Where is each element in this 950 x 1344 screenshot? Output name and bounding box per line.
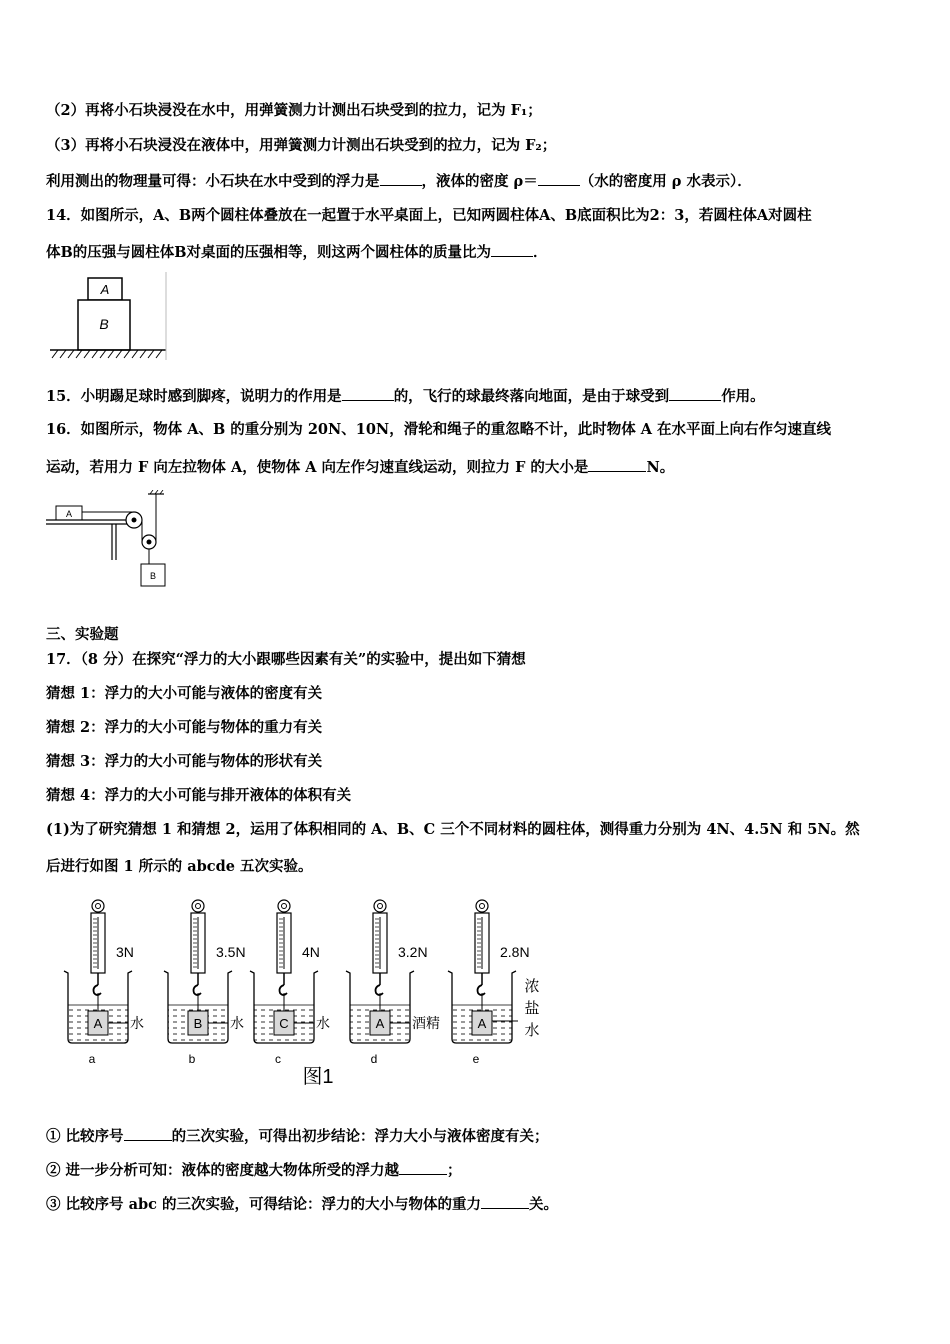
scale-ring <box>192 900 204 912</box>
q16-text: 运动，若用力 F 向左拉物体 A，使物体 A 向左作匀速直线运动，则拉力 F 的大小是 <box>46 459 589 476</box>
block-label: A <box>93 1016 103 1031</box>
scale-reading: 3N <box>116 944 134 960</box>
q15-line <box>46 386 910 407</box>
part1-line1: (1)为了研究猜想 1 和猜想 2，运用了体积相同的 A、B、C 三个不同材料的圆柱体，测得重力分别为 4N、4.5N 和 5N。然 <box>46 821 860 838</box>
answer-blank-q14[interactable] <box>491 242 533 257</box>
block-label: A <box>375 1016 385 1031</box>
q16-unit: N。 <box>646 459 675 476</box>
figure-caption: 图1 <box>302 1066 334 1088</box>
block-a-label: A <box>65 509 73 519</box>
conclusion-3-text-2: 关。 <box>529 1196 559 1213</box>
scale-reading: 3.5N <box>216 944 246 960</box>
answer-blank-q15-2[interactable] <box>669 386 721 401</box>
guess-4: 猜想 4：浮力的大小可能与排开液体的体积有关 <box>46 787 352 804</box>
setup-e <box>448 900 540 1066</box>
setup-letter: c <box>275 1052 281 1066</box>
line-step3: （3）再将小石块浸没在液体中，用弹簧测力计测出石块受到的拉力，记为 F₂； <box>46 137 557 154</box>
conclusion-2 <box>46 1160 910 1181</box>
scale-hook <box>194 985 202 995</box>
block-label: C <box>279 1016 289 1031</box>
block-label: A <box>477 1016 487 1031</box>
q16-line2 <box>46 457 910 478</box>
result-text-3: （水的密度用 ρ 水表示）． <box>579 173 752 190</box>
scale-hook <box>94 985 102 995</box>
conclusion-1-text-2: 的三次实验，可得出初步结论：浮力大小与液体密度有关； <box>171 1128 549 1145</box>
scale-hook <box>280 985 288 995</box>
liquid-label: 酒精 <box>412 1015 440 1031</box>
answer-blank-density[interactable] <box>538 171 580 186</box>
answer-blank-c2[interactable] <box>399 1160 447 1175</box>
conclusion-3-text-1: ③ 比较序号 abc 的三次实验，可得结论：浮力的大小与物体的重力 <box>46 1196 482 1213</box>
q15-text-3: 作用。 <box>721 388 765 405</box>
scale-hook <box>376 985 384 995</box>
figure-14 <box>46 268 172 364</box>
scale-reading: 2.8N <box>500 944 530 960</box>
guess-3: 猜想 3：浮力的大小可能与物体的形状有关 <box>46 753 323 770</box>
scale-ring <box>476 900 488 912</box>
scale-ring <box>278 900 290 912</box>
setup-letter: a <box>88 1052 96 1066</box>
figure-1 <box>60 893 560 1093</box>
section-title: 三、实验题 <box>46 626 119 643</box>
q16-line1: 16．如图所示，物体 A、B 的重分别为 20N、10N，滑轮和绳子的重忽略不计，此时物体 A 在水平面上向右作匀速直线 <box>46 421 832 438</box>
q14-text: 体B的压强与圆柱体B对桌面的压强相等，则这两个圆柱体的质量比为 <box>46 244 492 261</box>
scale-hook <box>478 985 486 995</box>
line-result <box>46 171 910 192</box>
liquid-label: 水 <box>316 1015 330 1031</box>
scale-ring <box>374 900 386 912</box>
q14-line1: 14．如图所示，A、B两个圆柱体叠放在一起置于水平桌面上，已知两圆柱体A、B底面积比为2：3，若圆柱体A对圆柱 <box>46 207 812 224</box>
conclusion-2-text-2: ； <box>447 1162 462 1179</box>
table-hatching <box>52 350 162 358</box>
liquid-label-char: 水 <box>524 1022 540 1039</box>
liquid-label-char: 浓 <box>524 978 540 995</box>
liquid-label: 水 <box>130 1015 144 1031</box>
scale-reading: 3.2N <box>398 944 428 960</box>
liquid-label-char: 盐 <box>524 1000 540 1017</box>
liquid-label: 水 <box>230 1015 244 1031</box>
guess-1: 猜想 1：浮力的大小可能与液体的密度有关 <box>46 685 323 702</box>
q15-text-1: 15．小明踢足球时感到脚疼，说明力的作用是 <box>46 388 342 405</box>
result-text-2: ，液体的密度 ρ＝ <box>421 173 538 190</box>
q15-text-2: 的，飞行的球最终落向地面，是由于球受到 <box>393 388 670 405</box>
setup-letter: e <box>472 1052 480 1066</box>
answer-blank-c3[interactable] <box>481 1194 529 1209</box>
setup-b <box>164 900 246 1066</box>
result-text-1: 利用测出的物理量可得：小石块在水中受到的浮力是 <box>46 173 380 190</box>
conclusion-2-text-1: ② 进一步分析可知：液体的密度越大物体所受的浮力越 <box>46 1162 400 1179</box>
conclusion-1-text-1: ① 比较序号 <box>46 1128 124 1145</box>
cylinder-b-label: B <box>99 316 109 332</box>
cylinder-a-label: A <box>100 282 110 297</box>
q14-line2 <box>46 242 910 263</box>
conclusion-3 <box>46 1194 910 1215</box>
scale-ring <box>92 900 104 912</box>
answer-blank-q16[interactable] <box>588 457 646 472</box>
q14-end: ． <box>533 244 548 261</box>
answer-blank-q15-1[interactable] <box>342 386 394 401</box>
setup-letter: d <box>370 1052 378 1066</box>
conclusion-1 <box>46 1126 910 1147</box>
scale-reading: 4N <box>302 944 320 960</box>
setup-d <box>346 900 440 1066</box>
block-label: B <box>193 1016 203 1031</box>
setup-a <box>64 900 144 1066</box>
answer-blank-buoyancy[interactable] <box>380 171 422 186</box>
answer-blank-c1[interactable] <box>124 1126 172 1141</box>
guess-2: 猜想 2：浮力的大小可能与物体的重力有关 <box>46 719 323 736</box>
line-step2: （2）再将小石块浸没在水中，用弹簧测力计测出石块受到的拉力，记为 F₁； <box>46 102 542 119</box>
block-b-label: B <box>149 571 157 581</box>
setup-c <box>250 900 330 1066</box>
setup-letter: b <box>188 1052 196 1066</box>
q17-title: 17．（8 分）在探究“浮力的大小跟哪些因素有关”的实验中，提出如下猜想 <box>46 651 526 668</box>
figure-16 <box>44 490 174 590</box>
part1-line2: 后进行如图 1 所示的 abcde 五次实验。 <box>46 858 313 875</box>
